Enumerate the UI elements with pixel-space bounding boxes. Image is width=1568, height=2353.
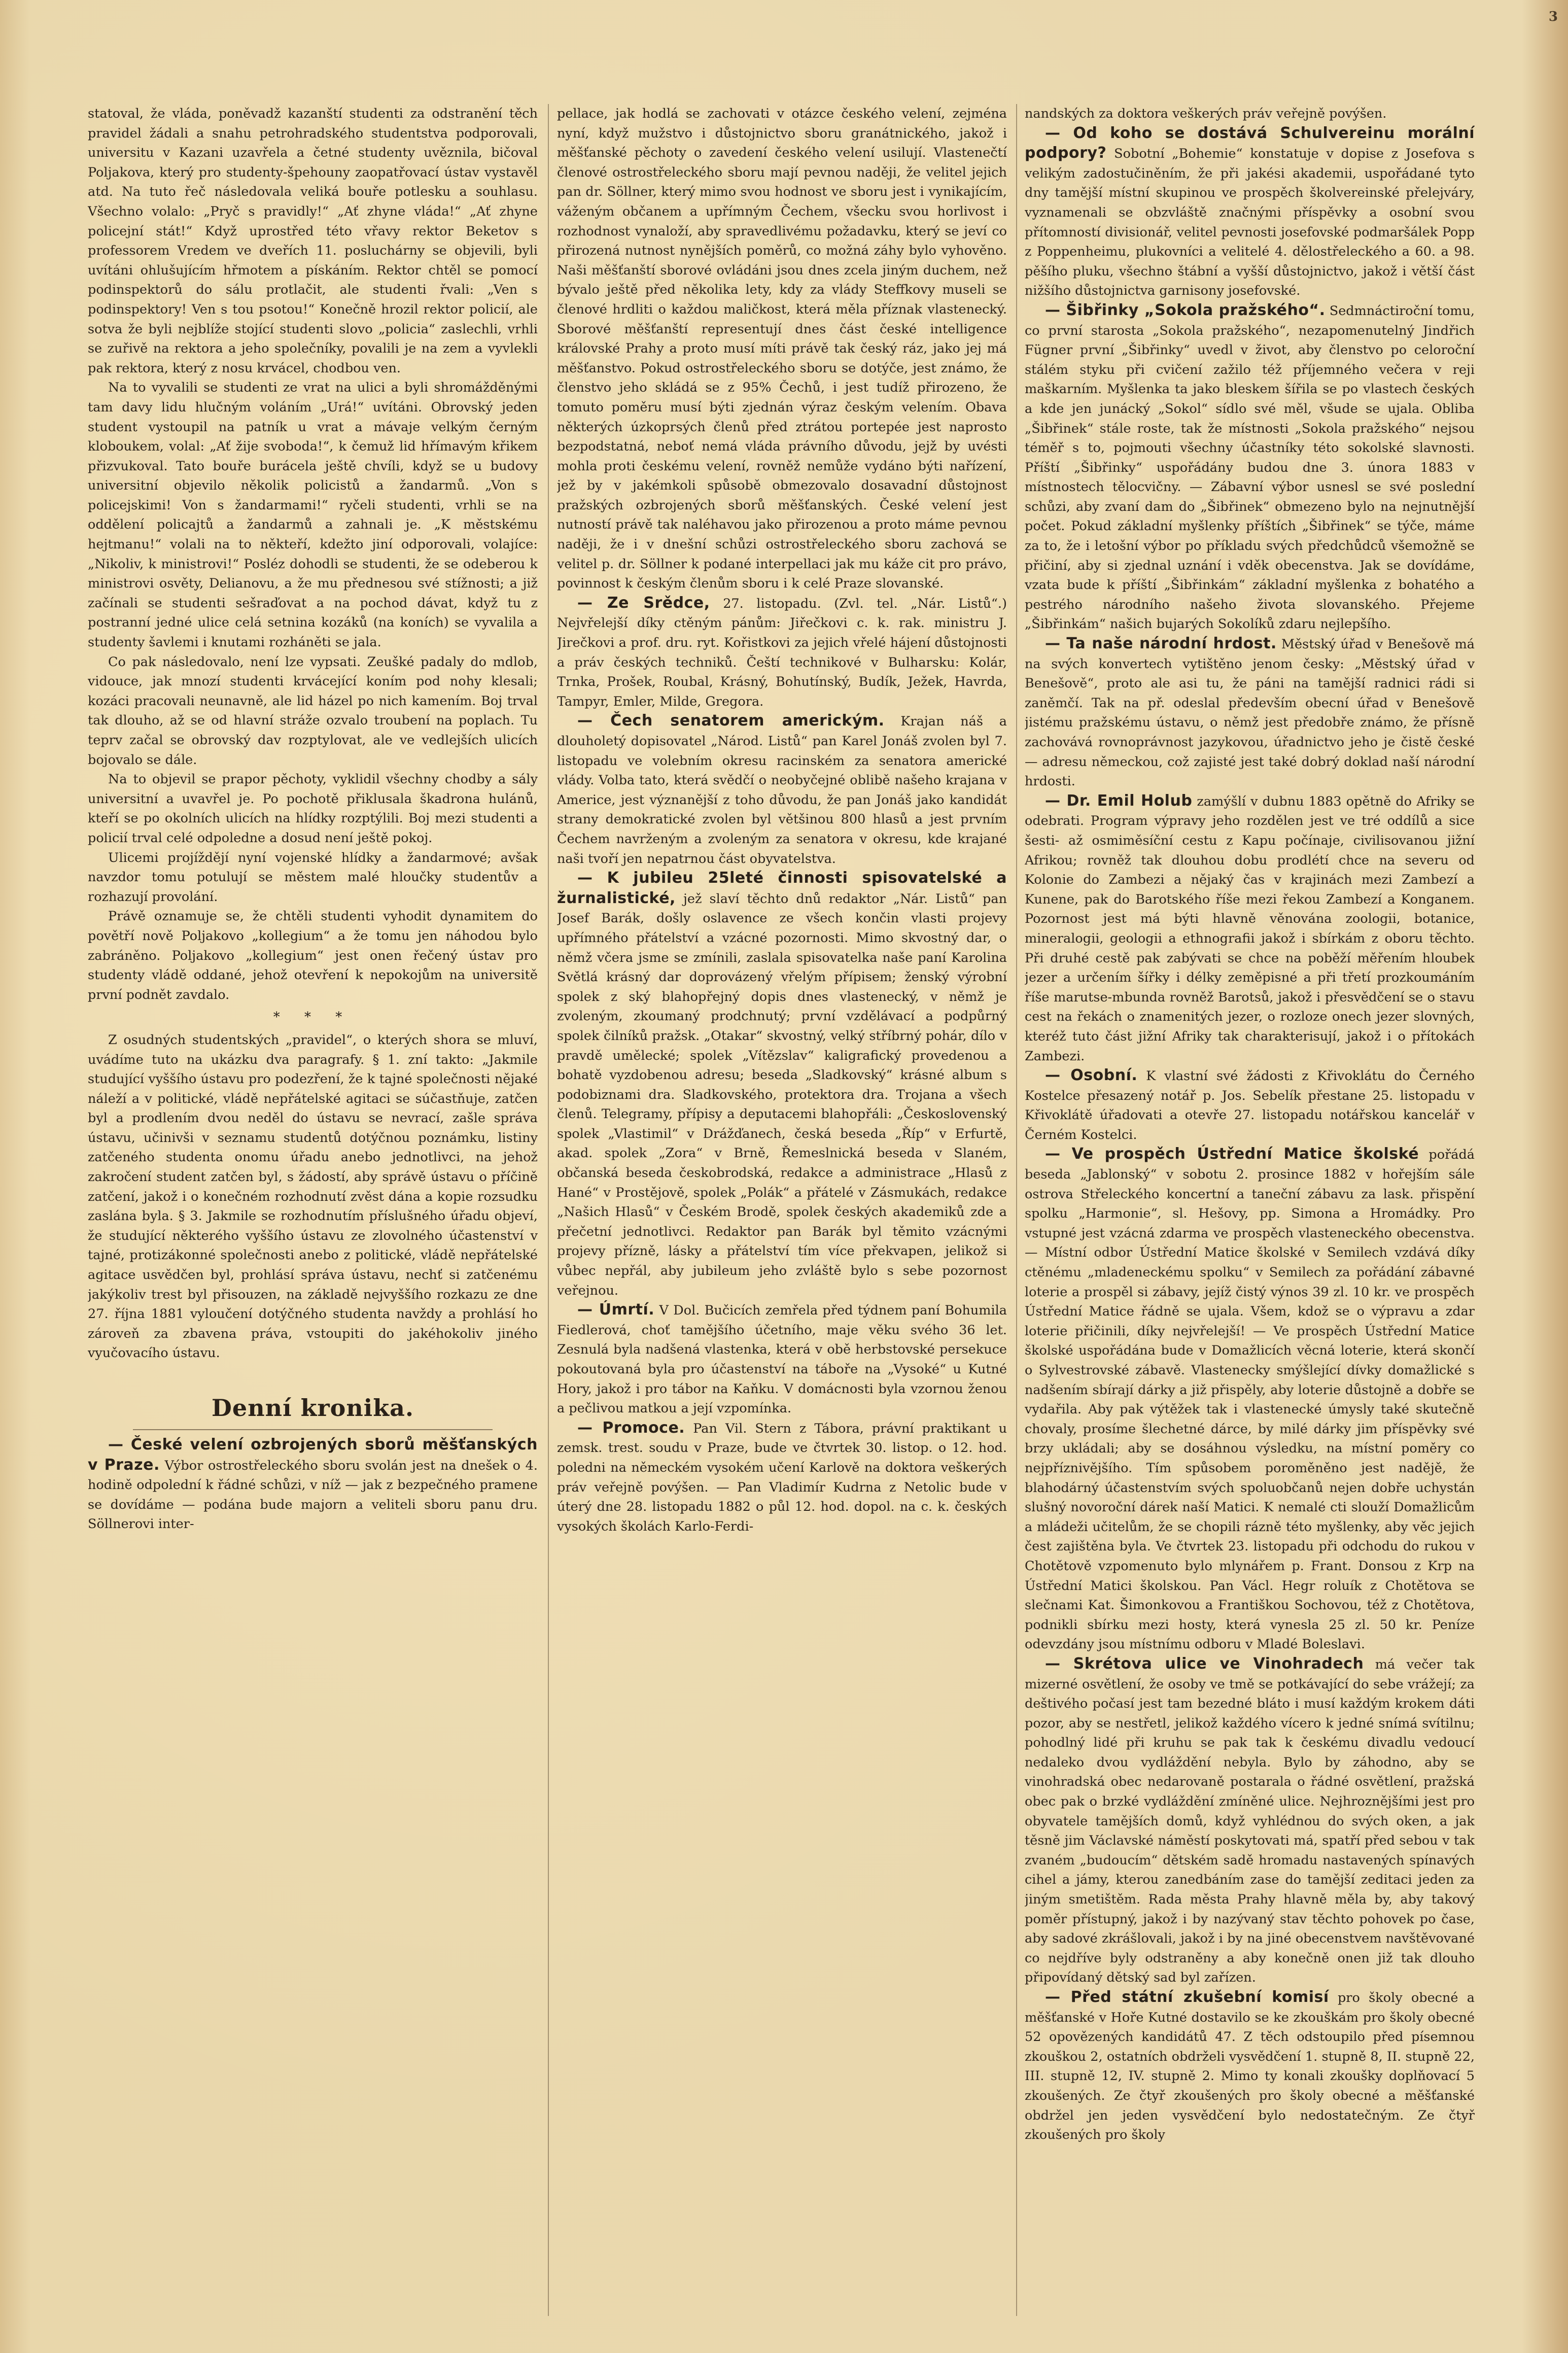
news-item — [1025, 791, 1475, 1066]
news-item — [557, 869, 1007, 1300]
news-item-body: Krajan náš a dlouholetý dopisovatel „Národ. Listů“ pan Karel Jonáš zvolen byl 7. listopadu ve volebním okresu racinském za senatora americké vlády. Volba tato, která svědčí o neobyčejné oblibě našeho krajana v Americe, jest význanější z toho důvodu, že pan Jonáš jako kandidát strany demokratické zvolen byl většinou 800 hlasů a jest prvním Čechem navrženým a zvoleným za senatora v okresu, kde krajané naši tvoří jen nepatrnou část obyvatelstva. — [557, 714, 1007, 867]
article-paragraph: Z osudných studentských „pravidel“, o kterých shora se mluví, uvádíme tuto na ukázku dva paragrafy. § 1. zní takto: „Jakmile studující vyššího ústavu pro podezření, že k tajné společnosti nějaké náleží a v politické, vládě nepřátelské agitaci se súčastňuje, zatčen byl a prodlením dvou neděl do ústavu se nevrací, zašle správa ústavu, učinivši v seznamu studentů dotýčnou poznámku, listiny zatčeného studenta onomu úřadu anebo jednotlivci, na jehož zakročení student zatčen byl, s žádostí, aby správě ústavu o příčině zatčení, jakož i o konečném rozhodnutí zvěst dána a kopie rozsudku zaslána byla. § 3. Jakmile se rozhodnutím příslušného úřadu objeví, že studující některého vyššího ústavu ze zlovolného účastenství v tajné, protizákonné společnosti anebo z politické, vládě nepřátelské agitace usvědčen byl, prohlásí správa ústavu, nechť si zatčenému jakýkoliv trest byl přisouzen, na základě nejvyššího rozkazu ze dne 27. října 1881 vyloučení dotýčného studenta navždy a prohlásí ho zároveň za zbavena práva, vstoupiti do jakéhokoliv jiného vyučovacího ústavu. — [88, 1032, 538, 1361]
article-paragraph: Co pak následovalo, není lze vypsati. Zeušké padaly do mdlob, vidouce, jak mnozí studenti krvácející koním pod nohy klesali; kozáci pracovali neunavně, ale lid házel po nich kamením. Boj trval tak dlouho, až se od hlavní stráže ozvalo troubení na poplach. Tu teprv začal se obrovský dav rozptylovat, ale ve vedlejších ulicích bojovalo se dále. — [88, 654, 538, 768]
column-left — [88, 104, 538, 2326]
news-item-headline: — Skrétova ulice ve Vinohradech — [1045, 1654, 1364, 1673]
news-item-headline: — Dr. Emil Holub — [1045, 791, 1193, 810]
news-item-body: Pan Vil. Stern z Tábora, právní praktikant u zemsk. trest. soudu v Praze, bude ve čtvrtek 30. listop. o 12. hod. poledni na německém vysokém učení Karlově na doktora veškerých práv veřejně povýšen. — Pan Vladimír Kudrna z Netolic bude v úterý dne 28. listopadu 1882 o půl 12. hod. dopol. na c. k. českých vysokých školách Karlo-Ferdi- — [557, 1421, 1007, 1534]
column-right — [1025, 104, 1475, 2326]
news-item-headline: — Osobní. — [1045, 1066, 1138, 1085]
news-item-headline: — Šibřinky „Sokola pražského“. — [1045, 301, 1326, 319]
news-item — [557, 1300, 1007, 1418]
news-item — [1025, 634, 1475, 791]
news-item — [1025, 301, 1475, 634]
article-paragraph: Ulicemi projíždějí nyní vojenské hlídky a žandarmové; avšak navzdor tomu potulují se městem malé hloučky studentův a rozhazují provolání. — [88, 850, 538, 905]
news-item-headline: — Od koho se dostává Schulvereinu morální podpory? — [1025, 124, 1475, 162]
article-paragraph: Na to vyvalili se studenti ze vrat na ulici a byli shromážděnými tam davy lidu hlučným voláním „Urá!“ uvítáni. Obrovský jeden student vystoupil na patník u vrat a mávaje velkým černým kloboukem, volal: „Ať žije svoboda!“, k čemuž lid hřímavým křikem přizvukoval. Tato bouře burácela ještě chvíli, když se u budovy universitní objevilo několik policistů a žandarmů. „Von s policejskimi! Von s žandarmami!“ ryčeli studenti, vrhli se na oddělení policajtů a žandarmů a zahnali je. „K městskému hejtmanu!“ volali na to někteří, kdežto jiní odporovali, volajíce: „Nikoliv, k ministrovi!“ Posléz dohodli se studenti, že se odeberou k ministrovi osvěty, Delianovu, a že mu přednesou své stížnosti; a již začínali se studenti sešraďovat a na pochod dávat, když tu z postranní jedné ulice celá setnina kozáků (na koních) se vyvalila a studenty šavlemi i knutami rozháněti se jala. — [88, 380, 538, 650]
news-item — [557, 1418, 1007, 1537]
news-item-headline: — Úmrtí. — [577, 1301, 655, 1319]
news-item-body: 27. listopadu. (Zvl. tel. „Nár. Listů“.) Nejvřelejší díky ctěným pánům: Jiřečkovi c. k. rak. ministru J. Jirečkovi a prof. dru. ryt. Kořistkovi za jejich vřelé hájení důstojnosti a práv českých techniků. Čeští technikové v Bulharsku: Kolár, Trnka, Prošek, Roubal, Krásný, Bohutínský, Budík, Ježek, Havrda, Tampyr, Emler, Milde, Gregora. — [557, 596, 1007, 709]
news-item — [88, 1435, 538, 1534]
news-item — [1025, 1988, 1475, 2145]
page-number: 3 — [1548, 9, 1558, 24]
news-item-body: jež slaví těchto dnů redaktor „Nár. Listů“ pan Josef Barák, došly oslavence ze všech končin vlasti projevy upřímného přátelství a vzácné pozornosti. Mimo skvostný dar, o němž včera jsme se zmínili, zaslala spisovatelka naše paní Karolina Světlá krásný dar doprovázený vřelým přípisem; ženský výrobní spolek z ský blahopřejný dopis dnes vlastenecký, v němž je zvoleným, zkoumaný prodchnutý; první vzdělávací a podpůrný spolek čilníků pražsk. „Otakar“ skvostný, velký stříbrný pohár, dílo v pravdě umělecké; spolek „Vítězslav“ kaligrafický provedenou a bohatě vyzdobenou adresu; beseda „Sladkovský“ krásné album s podobiznami dra. Sladkovského, protektora dra. Trojana a všech členů. Telegramy, přípisy a deputacemi blahopřáli: „Československý spolek „Vlastimil“ v Drážďanech, česká beseda „Říp“ v Erfurtě, akad. spolek „Zora“ v Brně, Řemeslnická beseda v Slaném, občanská beseda českobrodská, redakce a administrace „Hlasů z Hané“ v Prostějově, spolek „Polák“ a přátelé v Zásmukách, redakce „Našich Hlasů“ v Českém Brodě, spolek českých akademiků zde a přečetní jednotlivci. Redaktor pan Barák byl těmito vzácnými projevy přízně, lásky a přátelství tím více překvapen, jelikož si vůbec nepřál, aby jubileum jeho zvláště bylo s sebe pozornost veřejnou. — [557, 891, 1007, 1298]
column-middle — [557, 104, 1007, 2326]
news-item — [557, 594, 1007, 712]
section-rule — [133, 1429, 493, 1430]
news-item — [1025, 124, 1475, 301]
news-item-headline: — Ta naše národní hrdost. — [1045, 635, 1277, 653]
news-item-body: K vlastní své žádosti z Křivoklátu do Černého Kostelce přesazený notář p. Jos. Sebelík přestane 25. listopadu v Křivoklátě úřadovati a otevře 27. listopadu notářskou kancelář v Černém Kostelci. — [1025, 1068, 1475, 1143]
news-item-body: pořádá beseda „Jablonský“ v sobotu 2. prosince 1882 v hořejším sále ostrova Střeleckého koncertní a taneční zábavu za lask. přispění spolku „Harmonie“, sl. Hešovy, pp. Simona a Hromádky. Pro vstupné jest vzácná zdarma ve prospěch vlasteneckého obecenstva. — Místní odbor Ústřední Matice školské v Semilech vzdává díky ctěnému „mladeneckému spolku“ v Semilech za pořádání zábavné loterie a prospěl si zábavy, jejíž čistý výnos 39 zl. 10 kr. ve prospěch Ústřední Matice řádně se ujala. Všem, kdož se o výpravu a zdar loterie přičinili, díky nejvřelejší! — Ve prospěch Ústřední Matice školské uspořádána bude v Domažlicích věcná loterie, která skončí o Sylvestrovské zábavě. Vlastenecky smýšlející dívky domažlické s nadšením sbírají dárky a již přispěly, aby loterie důstojně a dobře se vydařila. Aby pak výtěžek tak i vlastenecké úmysly také skutečně chovaly, prosíme šlechetné dárce, by milé dárky jim příspěvky své brzy ukládali; aby se dosáhnou výsledku, na místní poměry co nejpříznivějšího. Tím spůsobem poroměněno jest nadějě, že blahodárný účastenstvím svých spoluobčanů nejen dobře uchystán slušný novoroční dárek naší Matici. K nemalé cti slouží Domažlicům a mládeži učitelům, že se chopili rázně této myšlenky, aby věc jejich čest zajištěna byla. Ve čtvrtek 23. listopadu při odchodu do rukou v Chotětově vzpomenuto bylo mlynářem p. Frant. Donsou z Krp na Ústřední Matici školskou. Pan Václ. Hegr roluík z Chotětova se slečnami Kat. Šimonkovou a Františkou Sochovou, též z Chotětova, podnikli sbírku mezi hosty, která vynesla 25 zl. 50 kr. Peníze odevzdány jsou místnímu odboru v Mladé Boleslavi. — [1025, 1147, 1475, 1652]
news-item — [1025, 1066, 1475, 1145]
article-paragraph: Na to objevil se prapor pěchoty, vyklidil všechny chodby a sály universitní a uvavřel je. Po pochotě přiklusala škadrona hulánů, kteří se po okolních ulicích na hlídky rozptýlili. Boj mezi studenti a policií trval celé odpoledne a dosud není ještě pokoj. — [88, 772, 538, 846]
news-item-headline: — K jubileu 25leté činnosti spisovatelské a žurnalistické, — [557, 869, 1007, 907]
section-heading: Denní kronika. — [212, 1394, 414, 1422]
news-item-headline: — Před státní zkušební komisí — [1045, 1988, 1329, 2006]
article-paragraph: pellace, jak hodlá se zachovati v otázce českého velení, zejména nyní, když mužstvo i důstojnictvo sboru granátnického, jakož i měšťanské pěchoty o zavedení českého velení usilují. Vlastenečtí členové ostrostřeleckého sboru mají pevnou naději, že velitel jejich pan dr. Söllner, který mimo svou hodnost ve sboru jest i vynikajícím, váženým občanem a upřímným Čechem, všecku svou horlivost i rozhodnost vynaloží, aby spravedlivému požadavku, který se jeví co přirozená nutnost nynějších poměrů, co možná záhy bylo vyhověno. Naši měšťanští sborové ovládáni jsou dnes zcela jiným duchem, než bývalo ještě před několika lety, kdy za vlády Steffkovy museli se členové hrdliti o každou maličkost, která měla příznak vlastenecký. Sborové měšťanští representují dnes část české intelligence královské Prahy a proto musí míti právě tak český ráz, jako jej má měšťanstvo. Pokud ostrostřeleckého sboru se dotýče, jest známo, že členstvo jeho skládá se z 95% Čechů, i jest tudíž přirozeno, že tomuto poměru musí býti zjednán výraz českým velením. Obava některých úzkoprsých členů před ztrátou portepée jest naprosto bezpodstatná, neboť nemá vláda právního důvodu, jejž by uvésti mohla proti českému velení, rovněž nemůže vydáno býti nařízení, jež by v jakémkoli spůsobě obmezovalo dosavadní důstojnost pražských ozbrojených sborů měšťanských. České velení jest nutností právě tak naléhavou jako přirozenou a proto máme pevnou naději, že i v dnešní schůzi ostrostřeleckého sboru zachová se velitel p. dr. Söllner k podané interpellaci jak mu káže cit pro právo, povinnost k českým členům sboru i k celé Praze slovanské. — [557, 106, 1007, 592]
news-item-body: V Dol. Bučicích zemřela před týdnem paní Bohumila Fiedlerová, choť tamějšího účetního, maje věku svého 36 let. Zesnulá byla nadšená vlastenka, která v obě herbstovské persekuce pokoutovaná byla pro účastenství na táboře na „Vysoké“ u Kutné Hory, jakož i pro tábor na Kaňku. V domácnosti byla vzornou ženou a pečlivou matkou a její vzpomínka. — [557, 1303, 1007, 1416]
section-separator-stars: * * * — [273, 1010, 353, 1025]
news-item — [1025, 1654, 1475, 1988]
article-paragraph: Právě oznamuje se, že chtěli studenti vyhodit dynamitem do povětří nově Poljakovo „kollegium“ a že tomu jen náhodou bylo zabráněno. Poljakovo „kollegium“ jest onen řečený ústav pro studenty vládě oddané, jehož otevření k nepokojům na universitě první podnět zavdalo. — [88, 909, 538, 1002]
news-item-headline: — Promoce. — [577, 1418, 685, 1437]
news-item-body: pro školy obecné a měšťanské v Hoře Kutné dostavilo se ke zkouškám pro školy obecné 52 opovězených kandidátů 47. Z těch odstoupilo před písemnou zkouškou 2, ostatních obdrželi vysvědčení 1. stupně 8, II. stupně 22, III. stupně 12, IV. stupně 2. Mimo ty konali zkoušky doplňovací 5 zkoušených. Ze čtyř zkoušených pro školy obecné a měšťanské obdržel jen jeden vysvědčení bylo nedostatečným. Ze čtyř zkoušených pro školy — [1025, 1990, 1475, 2143]
news-item-headline: — České velení ozbrojených sborů měšťanských v Praze. — [88, 1436, 538, 1474]
article-paragraph: nandských za doktora veškerých práv veřejně povýšen. — [1025, 106, 1387, 121]
column-divider — [548, 104, 549, 2316]
column-divider — [1016, 104, 1017, 2316]
news-item-body: Městský úřad v Benešově má na svých konvertech vytištěno jenom česky: „Městský úřad v Benešově“, proto ale asi tu, že páni na tamější radnici rádi si zaněmčí. Tak na př. odeslal především obecní úřad v Benešově jistému pražskému ústavu, o němž jest předobře známo, že přísně zachovává rovnoprávnost jazykovou, úřadnictvo jeho je čistě české — adresu německou, což zajisté jest také dobrý doklad naší národní hrdosti. — [1025, 637, 1475, 789]
news-item-body: zamýšlí v dubnu 1883 opětně do Afriky se odebrati. Program výpravy jeho rozdělen jest ve tré oddílů a sice šesti- až osmiměsíční cestu z Kapu počínaje, civilisovanou jižní Afrikou; rovněž tak dlouhou dobu prodlétí chce na severu od Kolonie do Zambezi a nějaký čas v krajinách mezi Zambezí a Kunene, pak do Barotského říše mezi řekou Zambezí a Konganem. Pozornost jest má býti hlavně věnována zoologii, botanice, mineralogii, geologii a ethnografii jakož i sbírkám z oboru těchto. Při druhé cestě pak zabývati se chce na poběží měřením hloubek jezer a určením šířky i délky zeměpisné a při třetí prozkoumáním říše marutse-mbunda rovněž Barotsů, jakož i přesvědčení se o stavu cest na řekách o znamenitých jezer, o rozloze onech jezer slovných, kteréž tuto část jižní Afriky tak charakterisují, jakož i o přítokách Zambezi. — [1025, 793, 1475, 1064]
article-paragraph: statoval, že vláda, poněvadž kazanští studenti za odstranění těch pravidel žádali a snahu petrohradského studentstva podporovali, universitu v Kazani uzavřela a četné studenty uvěznila, bičoval Poljakova, který pro studenty-špehouny zaopatřovací ústav vystavěl atd. Na tuto řeč následovala veliká bouře potlesku a souhlasu. Všechno volalo: „Pryč s pravidly!“ „Ať zhyne vláda!“ „Ať zhyne policejní stát!“ Když uprostřed této vřavy rektor Beketov s professorem Vredem ve dveřích 11. posluchárny se objevili, byli uvítáni ohlušujícím hřmotem a pískáním. Rektor chtěl se pomocí podinspektorů do sálu protlačit, ale studenti řvali: „Ven s podinspektory! Ven s tou psotou!“ Konečně hrozil rektor policií, ale sotva že byli nejblíže stojící studenti slovo „policia“ zaslechli, vrhli se zuřivě na rektora a jeho společníky, povalili je na zem a vyvlekli pak rektora, který z nosu krvácel, chodbou ven. — [88, 106, 538, 376]
news-item-headline: — Čech senatorem americkým. — [577, 712, 885, 730]
news-item-body: Sobotní „Bohemie“ konstatuje v dopise z Josefova s velikým zadostučiněním, že při jakési akademii, uspořádané tyto dny tamější místní skupinou ve prospěch školvereinské přelejváry, vyznamenali se obzvláště značnými příspěvky a osobní svou přítomností divisionář, velitel pevnosti josefovské podmaršálek Popp z Poppenheimu, plukovníci a velitelé 4. dělostřeleckého a 60. a 98. pěšího pluku, všechno štábní a vyšší důstojnictvo, jakož i větší část nižšího důstojnictva garnisony josefovské. — [1025, 146, 1475, 299]
news-item-body: má večer tak mizerné osvětlení, že osoby ve tmě se potkávající do sebe vrážejí; za deštivého počasí jest tam bezedné bláto i musí každým krokem dáti pozor, aby se nestřetl, jelikož každého vícero k jedné snímá svítilnu; pohodlný lidé při kruhu se pak tak k českému divadlu vedoucí nedaleko dvou vydláždění nebyla. Bylo by záhodno, aby se vinohradská obec nedarovaně postarala o řádné osvětlení, pražská obec pak o brzké vydláždění zmíněné ulice. Nejhroznějšími jest pro obyvatele tamějších domů, když vyhlédnou do svých oken, a jak těsně jim Václavské náměstí poskytovati má, spatří před sebou v tak zvaném „budoucím“ dětském sadě hromadu nastavených spínavých cihel a jámy, kterou zanedbáním zase do tamější zeditaci jeden za jiným smetištěm. Rada města Prahy hlavně měla by, aby takový poměr přístupný, jakož i by nazývaný stav těchto pohovek po čase, aby sadové zkrášlovali, jakož i by na jiné obecenstvem navštěvované co nejdříve byly odstraněny a aby konečně onen již tak dlouho připovídaný dětský sad byl zařízen. — [1025, 1656, 1475, 1986]
news-item-headline: — Ve prospěch Ústřední Matice školské — [1045, 1145, 1419, 1163]
news-item — [557, 711, 1007, 869]
news-item-body: Výbor ostrostřeleckého sboru svolán jest na dnešek o 4. hodině odpolední k řádné schůzi, v níž — jak z bezpečného pramene se dovídáme — podána bude majorn a veliteli sboru panu dru. Söllnerovi inter- — [88, 1458, 538, 1532]
news-item — [1025, 1145, 1475, 1654]
news-item-body: Sedmnáctiroční tomu, co první starosta „Sokola pražského“, nezapomenutelný Jindřich Fügner první „Šibřinky“ uvedl v život, aby členstvo po celoroční stálém styku při cvičení zažilo též příjemného večera v reji maškarním. Myšlenka ta jako bleskem šířila se po vlastech českých a kde jen junácký „Sokol“ sídlo své měl, všude se ujala. Obliba „Šibřinek“ stále roste, tak že místnosti „Sokola pražského“ nejsou téměř s to, pojmouti všechny účastníky této sokolské slavnosti. Příští „Šibřinky“ uspořádány budou dne 3. února 1883 v místnostech tělocvičny. — Zábavní výbor usnesl se své poslední schůzi, aby zvaní dam do „Šibřinek“ obmezeno bylo na nejnutnější počet. Pokud základní myšlenky příštích „Šibřinek“ se týče, máme za to, že i letošní výbor po příkladu svých předchůdců všemožně se přičiní, aby si zjednal uznání i vděk obecenstva. Jak se dovídáme, vzata bude k příští „Šibřinkám“ základní myšlenka z bohatého a pestrého národního našeho života slovanského. Přejeme „Šibřinkám“ našich bujarých Sokolíků zdaru nejlepšího. — [1025, 303, 1475, 632]
news-item-headline: — Ze Srědce, — [577, 594, 710, 612]
